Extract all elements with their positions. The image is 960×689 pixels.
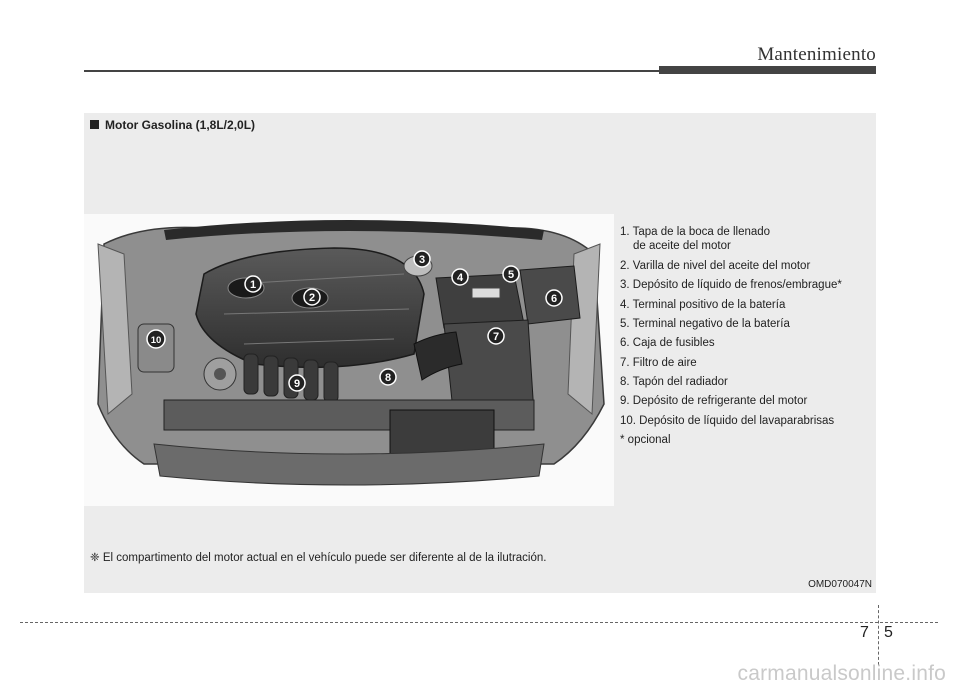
page-header-title: Mantenimiento — [757, 44, 876, 65]
callout-8 — [380, 369, 396, 385]
legend-item-text: 1. Tapa de la boca de llenado — [620, 226, 771, 238]
square-bullet-icon — [90, 120, 99, 129]
callout-10-label: 10 — [150, 335, 162, 346]
callout-1-label: 1 — [249, 279, 257, 291]
legend-item: 3. Depósito de líquido de frenos/embrague* — [620, 279, 842, 292]
engine-illustration — [84, 214, 614, 506]
legend-item: 2. Varilla de nivel del aceite del motor — [620, 259, 811, 272]
callout-4 — [452, 269, 468, 285]
legend-item-footnote: * opcional — [620, 434, 671, 447]
figure-code: OMD070047N — [808, 579, 872, 590]
callout-7-label: 7 — [492, 331, 500, 343]
callout-7 — [488, 328, 504, 344]
legend-item: 8. Tapón del radiador — [620, 376, 728, 388]
legend-item: 5. Terminal negativo de la batería — [620, 317, 790, 330]
legend-item: 7. Filtro de aire — [620, 356, 697, 369]
legend-item — [620, 225, 870, 254]
callout-4-label: 4 — [456, 272, 464, 284]
engine-bay-drawing — [84, 214, 614, 506]
illustration-note: ❈ El compartimento del motor actual en el vehículo puede ser diferente al de la ilutración. — [90, 552, 547, 564]
callout-5 — [503, 266, 519, 282]
legend-item: 9. Depósito de refrigerante del motor — [620, 395, 808, 408]
header-rule-thick — [659, 66, 876, 74]
section-title — [90, 118, 255, 132]
header-rule-thin — [84, 70, 659, 72]
callout-10 — [147, 330, 165, 348]
callout-2-label: 2 — [308, 292, 316, 304]
watermark: carmanualsonline.info — [737, 662, 946, 685]
parts-legend — [620, 225, 870, 453]
callout-9 — [289, 375, 305, 391]
footer-dashed-divider — [878, 605, 879, 665]
page-chapter-number: 7 — [860, 624, 869, 641]
callout-6 — [546, 290, 562, 306]
callout-5-label: 5 — [507, 269, 515, 281]
footer-dashed-rule — [20, 622, 938, 623]
page-number: 5 — [884, 624, 893, 641]
legend-item: 4. Terminal positivo de la batería — [620, 298, 786, 311]
callout-3-label: 3 — [418, 254, 426, 266]
legend-item: 10. Depósito de líquido del lavaparabrisas — [620, 414, 835, 427]
callout-8-label: 8 — [384, 372, 392, 384]
section-title-text: Motor Gasolina (1,8L/2,0L) — [105, 118, 256, 132]
callout-9-label: 9 — [293, 378, 301, 390]
legend-item: 6. Caja de fusibles — [620, 337, 715, 350]
callout-1 — [245, 276, 261, 292]
legend-item-continuation: de aceite del motor — [633, 240, 731, 253]
callout-6-label: 6 — [550, 293, 558, 305]
callout-2 — [304, 289, 320, 305]
callout-3 — [414, 251, 430, 267]
